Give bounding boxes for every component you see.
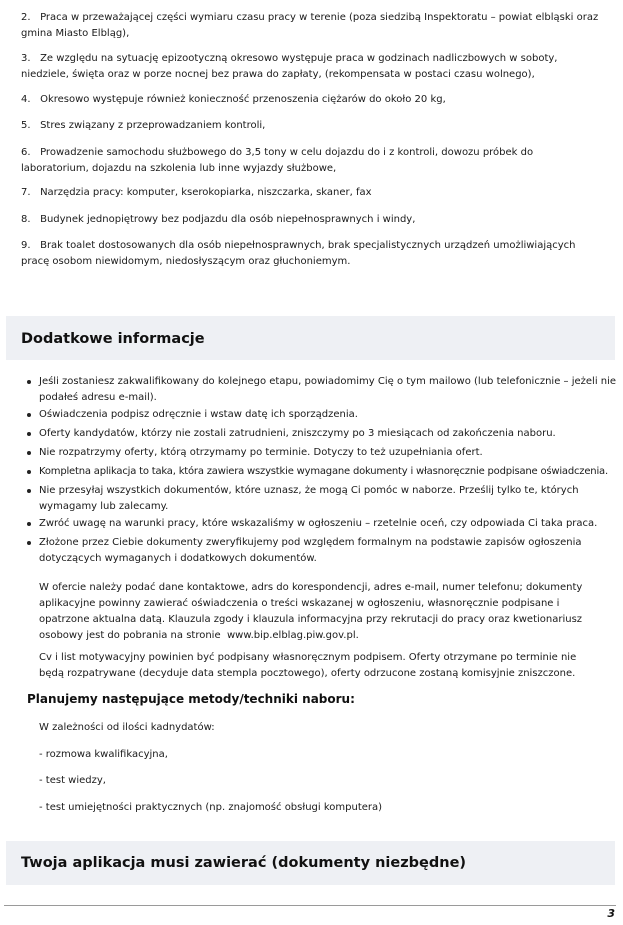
section-title: Dodatkowe informacje — [21, 331, 205, 347]
method-item: - rozmowa kwalifikacyjna, — [39, 749, 168, 760]
bullet-text: Kompletna aplikacja to taka, która zawiera wszystkie wymagane dokumenty i własnoręcznie podpisane oświadczenia. — [39, 466, 608, 477]
bullet-icon — [27, 470, 31, 474]
bullet-text: Oświadczenia podpisz odręcznie i wstaw datę ich sporządzenia. — [39, 409, 358, 420]
list-item: 4. Okresowo występuje również konieczność przenoszenia ciężarów do około 20 kg, — [21, 94, 446, 105]
bullet-text: Oferty kandydatów, którzy nie zostali zatrudnieni, zniszczymy po 3 miesiącach od zakończenia naboru. — [39, 428, 556, 439]
section-title: Twoja aplikacja musi zawierać (dokumenty niezbędne) — [21, 855, 467, 871]
list-item — [27, 464, 617, 480]
method-item: - test umiejętności praktycznych (np. znajomość obsługi komputera) — [39, 802, 383, 813]
bullet-text: Nie przesyłaj wszystkich dokumentów, które uznasz, że mogą Ci pomóc w naborze. Prześlij tylko te, których wymagamy lub zalecamy. — [39, 485, 579, 512]
additional-info-header — [6, 316, 615, 360]
bullet-icon — [27, 432, 31, 436]
bullet-icon — [27, 413, 31, 417]
contact-info-paragraph: W ofercie należy podać dane kontaktowe, adrs do korespondencji, adres e-mail, numer telefonu; dokumenty aplikacyjne powinny zawierać oświadczenia o treści wskazanej w ogłoszeniu, własnoręcznie podpisane i opatrzone aktualna datą. Klauzula zgody i klauzula informacyjna przy rekrutacji do pracy oraz kwetionariusz osobowy jest do pobrania na stronie www.bip.elblag.piw.gov.pl. — [39, 582, 583, 641]
required-documents-header — [6, 841, 615, 885]
bullet-text: Jeśli zostaniesz zakwalifikowany do kolejnego etapu, powiadomimy Cię o tym mailowo (lub telefonicznie – jeżeli nie podałeś adresu e-mail). — [39, 376, 617, 403]
list-item — [27, 483, 617, 515]
method-item: - test wiedzy, — [39, 775, 106, 786]
bullet-icon — [27, 489, 31, 493]
list-item — [27, 426, 617, 442]
bullet-text: Nie rozpatrzymy oferty, którą otrzymamy po terminie. Dotyczy to też uzupełniania ofert. — [39, 447, 483, 458]
cv-signature-paragraph: Cv i list motywacyjny powinien być podpisany własnoręcznym podpisem. Oferty otrzymane po terminie nie będą rozpatrywane (decyduje data stempla pocztowego), oferty odrzucone zostaną komisyjnie zniszczone. — [39, 652, 577, 679]
footer-divider — [4, 905, 616, 906]
methods-intro: W zależności od ilości kadnydatów: — [39, 722, 215, 733]
bullet-text: Złożone przez Ciebie dokumenty zweryfikujemy pod względem formalnym na podstawie zapisów ogłoszenia dotyczących wymaganych i dodatkowych dokumentów. — [39, 537, 582, 564]
list-item: 6. Prowadzenie samochodu służbowego do 3,5 tony w celu dojazdu do i z kontroli, dowozu próbek do laboratorium, dojazdu na szkolenia lub inne wyjazdy służbowe, — [21, 147, 534, 174]
list-item: 3. Ze względu na sytuację epizootyczną okresowo występuje praca w godzinach nadliczbowych w soboty, niedziele, święta oraz w porze nocnej bez prawa do zapłaty, (rekompensata w postaci czasu wolnego), — [21, 53, 558, 80]
list-item: 5. Stres związany z przeprowadzaniem kontroli, — [21, 120, 266, 131]
list-item: 7. Narzędzia pracy: komputer, kserokopiarka, niszczarka, skaner, fax — [21, 187, 372, 198]
list-item: 8. Budynek jednopiętrowy bez podjazdu dla osób niepełnosprawnych i windy, — [21, 214, 416, 225]
bullet-icon — [27, 541, 31, 545]
list-item — [27, 516, 617, 532]
list-item — [27, 374, 617, 406]
bullet-text: Zwróć uwagę na warunki pracy, które wskazaliśmy w ogłoszeniu – rzetelnie oceń, czy odpowiada Ci taka praca. — [39, 518, 598, 529]
bullet-icon — [27, 522, 31, 526]
bullet-icon — [27, 380, 31, 384]
list-item: 2. Praca w przeważającej części wymiaru czasu pracy w terenie (poza siedzibą Inspektoratu – powiat elbląski oraz gmina Miasto Elbląg), — [21, 12, 599, 39]
list-item — [27, 445, 617, 461]
bullet-icon — [27, 451, 31, 455]
list-item — [27, 407, 617, 423]
list-item: 9. Brak toalet dostosowanych dla osób niepełnosprawnych, brak specjalistycznych urządzeń umożliwiających pracę osobom niewidomym, niedosłyszącym oraz głuchoniemym. — [21, 240, 576, 267]
methods-title: Planujemy następujące metody/techniki naboru: — [27, 692, 355, 706]
list-item — [27, 535, 617, 567]
page-number: 3 — [607, 907, 615, 920]
